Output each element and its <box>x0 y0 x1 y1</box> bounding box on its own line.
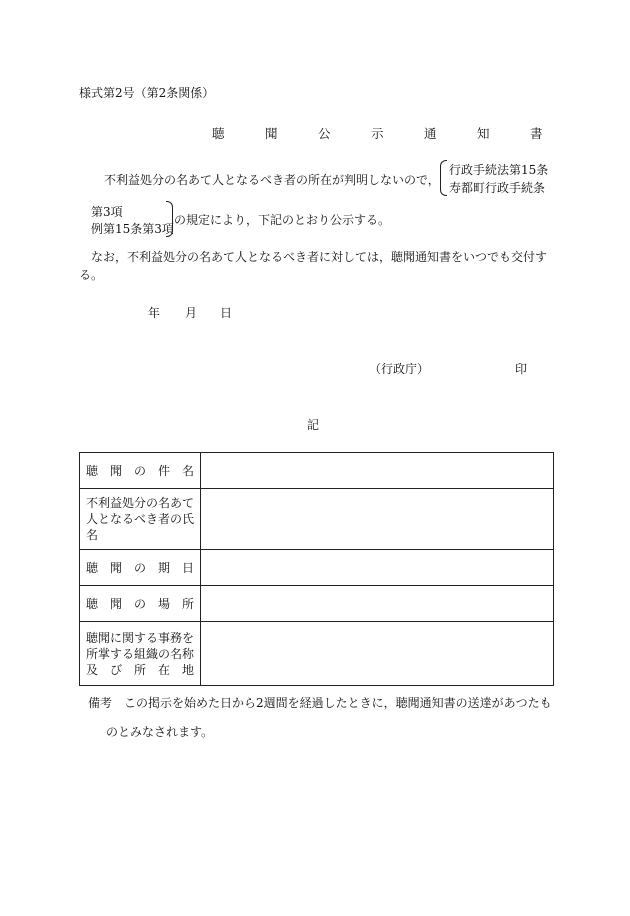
para1-text-before: 不利益処分の名あて人となるべき者の所在が判明しないので， <box>104 173 440 187</box>
row-label-hearing-place: 聴 聞 の 場 所 <box>80 586 201 622</box>
hearing-info-table <box>79 452 554 686</box>
para1-bracket-line1: 行政手続法第15条 <box>449 163 549 177</box>
date-month: 月 <box>185 306 198 320</box>
remarks-head: 備考 <box>88 696 113 710</box>
para2-line1: なお，不利益処分の名あて人となるべき者に対しては，聴聞通知書をいつでも交付す <box>91 250 548 264</box>
row-label-hearing-date: 聴 聞 の 期 日 <box>80 550 201 586</box>
brace-open-icon <box>440 160 447 196</box>
table-row <box>80 622 554 686</box>
row-value-hearing-place <box>201 586 554 622</box>
remarks-line1: この掲示を始めた日から2週間を経過したときに，聴聞通知書の送達があつたも <box>124 696 552 710</box>
row-label-organization: 聴聞に関する事務を 所掌する組織の名称 及 び 所 在 地 <box>80 622 201 686</box>
form-number: 様式第2号（第2条関係） <box>79 86 215 100</box>
row-label-recipient-name: 不利益処分の名あて 人となるべき者の氏 名 <box>80 489 201 550</box>
para1-bracket-line2: 寿都町行政手続条 <box>449 181 546 195</box>
row-value-case-name <box>201 453 554 489</box>
brace-close-icon <box>166 201 173 237</box>
para1-cont-line1: 第3項 <box>91 205 123 219</box>
row-value-recipient-name <box>201 489 554 550</box>
table-row <box>80 550 554 586</box>
para1-cont-line2: 例第15条第3項 <box>91 222 174 236</box>
row-label-case-name: 聴 聞 の 件 名 <box>80 453 201 489</box>
remarks-line2: のとみなされます。 <box>106 725 214 739</box>
seal-mark: 印 <box>515 362 528 376</box>
row-value-hearing-date <box>201 550 554 586</box>
date-year: 年 <box>148 306 161 320</box>
ki-heading: 記 <box>307 418 320 432</box>
table-row <box>80 489 554 550</box>
para1-text-after: の規定により，下記のとおり公示する。 <box>174 213 391 227</box>
authority-label: （行政庁） <box>369 362 430 376</box>
para2-line2: る。 <box>79 268 104 282</box>
table-row <box>80 586 554 622</box>
table-row <box>80 453 554 489</box>
date-day: 日 <box>220 306 233 320</box>
row-value-organization <box>201 622 554 686</box>
document-title: 聴 聞 公 示 通 知 書 <box>212 126 557 141</box>
